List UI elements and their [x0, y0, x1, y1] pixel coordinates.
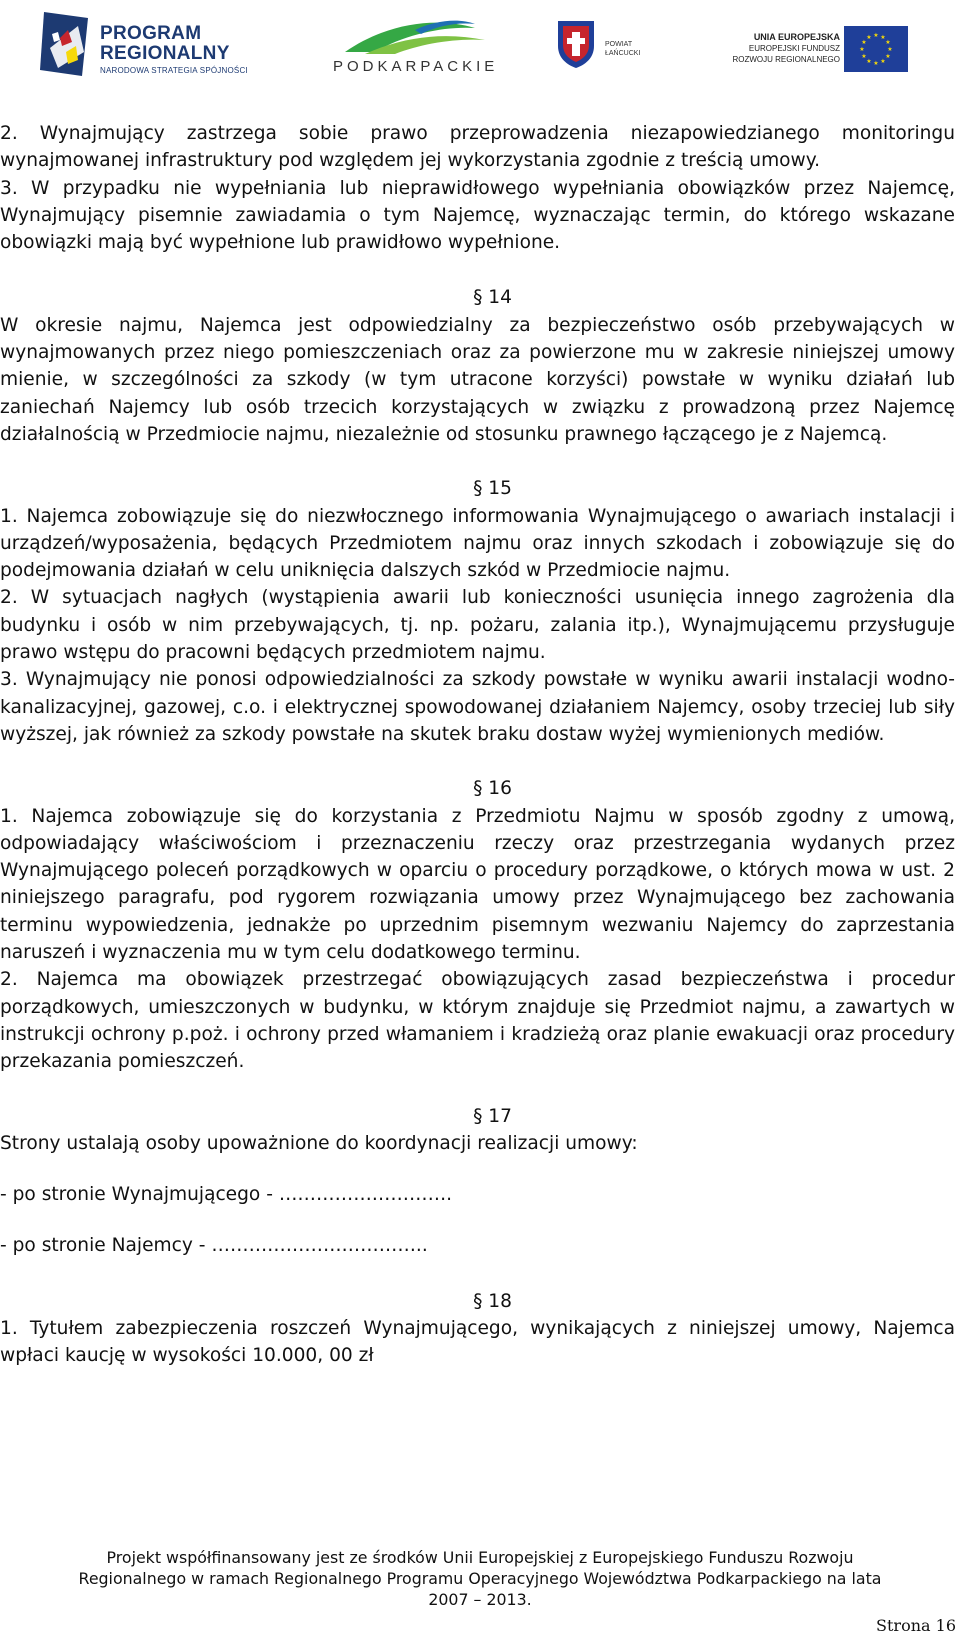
eu-fund-logo: [728, 12, 928, 74]
paragraph-16-1: 1. Najemca zobowiązuje się do korzystania z Przedmiotu Najmu w sposób zgodny z umową, odpowiadający właściwościom i przeznaczeniu rzeczy oraz przestrzegania wydanych przez Wynajmującego poleceń porządkowych w oparciu o procedury porządkowe, o których mowa w ust. 2 niniejszego paragrafu, pod rygorem rozwiązania umowy przez Wynajmującego bez zachowania terminu wypowiedzenia, jednakże po uprzednim pisemnym wezwaniu Najemcy do zaprzestania naruszeń i wyznaczenia mu w tym celu dodatkowego terminu.: [0, 805, 955, 964]
logo-program-line3: NARODOWA STRATEGIA SPÓJNOŚCI: [100, 66, 248, 75]
svg-text:★: ★: [885, 39, 891, 46]
section-18-heading: § 18: [473, 1290, 512, 1312]
logo-powiat-line1: POWIAT: [605, 41, 633, 48]
logo-header: [0, 0, 960, 95]
podkarpackie-logo: [325, 14, 505, 74]
logo-program-line2: REGIONALNY: [100, 43, 230, 64]
svg-text:★: ★: [880, 34, 886, 41]
document-body: [0, 120, 955, 1370]
paragraph-13-3: 3. W przypadku nie wypełniania lub nieprawidłowego wypełniania obowiązków przez Najemcę, Wynajmujący pisemnie zawiadamia o tym Najemcę, wyznaczając termin, do którego wskazane obowiązki mają być wypełnione lub prawidłowo wypełnione.: [0, 177, 955, 254]
logo-ue-line1: UNIA EUROPEJSKA: [753, 32, 840, 42]
logo-program-line1: PROGRAM: [100, 23, 202, 44]
eu-flag-icon: [844, 26, 908, 72]
paragraph-15-1: 1. Najemca zobowiązuje się do niezwłocznego informowania Wynajmującego o awariach instalacji i urządzeń/wyposażenia, będących Przedmiotem najmu oraz innych szkodach i zobowiązuje się do podejmowania działań w celu uniknięcia dalszych szkód w Przedmiocie najmu.: [0, 505, 955, 582]
svg-text:★: ★: [866, 34, 872, 41]
section-14-heading: § 14: [473, 287, 512, 309]
paragraph-17-tenant: - po stronie Najemcy - ……………………………..: [0, 1235, 428, 1257]
paragraph-15-2: 2. W sytuacjach nagłych (wystąpienia awarii lub konieczności usunięcia innego zagrożenia dla budynku i osób w nim przebywających, tj. np. pożaru, zalania itp.), Wynajmującemu przysługuje prawo wstępu do pracowni będących przedmiotem najmu.: [0, 587, 955, 664]
section-16-heading: § 16: [473, 778, 512, 800]
logo-ue-line2: EUROPEJSKI FUNDUSZ: [748, 44, 840, 53]
section-15-heading: § 15: [473, 478, 512, 500]
program-regionalny-logo: [38, 8, 278, 84]
svg-text:★: ★: [861, 39, 867, 46]
paragraph-18-1: 1. Tytułem zabezpieczenia roszczeń Wynajmującego, wynikających z niniejszej umowy, Najemca wpłaci kaucję w wysokości 10.000, 00 zł: [0, 1317, 955, 1367]
logo-ue-line3: ROZWOJU REGIONALNEGO: [732, 55, 840, 64]
page-footer: [0, 1547, 960, 1610]
paragraph-17: Strony ustalają osoby upoważnione do koordynacji realizacji umowy:: [0, 1132, 638, 1154]
footer-line-3: 2007 – 2013.: [428, 1590, 532, 1609]
svg-text:★: ★: [885, 53, 891, 60]
svg-text:★: ★: [859, 46, 865, 53]
footer-line-2: Regionalnego w ramach Regionalnego Programu Operacyjnego Województwa Podkarpackiego na lata: [78, 1569, 882, 1588]
footer-line-1: Projekt współfinansowany jest ze środków Unii Europejskiej z Europejskiego Funduszu Rozwoju: [106, 1548, 854, 1567]
nss-flag-icon: [38, 8, 100, 84]
svg-text:★: ★: [880, 58, 886, 65]
powiat-lancucki-logo: [555, 14, 675, 74]
svg-text:★: ★: [873, 32, 879, 39]
svg-text:★: ★: [873, 60, 879, 67]
logo-powiat-line2: ŁAŃCUCKI: [605, 50, 641, 57]
svg-text:★: ★: [861, 53, 867, 60]
paragraph-17-lessor: - po stronie Wynajmującego - ……………………….: [0, 1184, 453, 1206]
paragraph-16-2: 2. Najemca ma obowiązek przestrzegać obowiązujących zasad bezpieczeństwa i procedur porządkowych, umieszczonych w budynku, w którym znajduje się Przedmiot najmu, a zawartych w instrukcji ochrony p.poż. i ochrony przed włamaniem i kradzieżą oraz planie ewakuacji oraz procedury przekazania pomieszczeń.: [0, 969, 955, 1073]
section-17-heading: § 17: [473, 1105, 512, 1127]
paragraph-13-2: 2. Wynajmujący zastrzega sobie prawo przeprowadzenia niezapowiedzianego monitoringu wynajmowanej infrastruktury pod względem jej wykorzystania zgodnie z treścią umowy.: [0, 123, 955, 172]
podkarpackie-hills-icon: [325, 14, 505, 58]
page-number: Strona 16: [876, 1616, 956, 1635]
svg-text:★: ★: [866, 58, 872, 65]
logo-podkarpackie-text: PODKARPACKIE: [333, 58, 499, 75]
paragraph-14: W okresie najmu, Najemca jest odpowiedzialny za bezpieczeństwo osób przebywających w wynajmowanych przez niego pomieszczeniach oraz za powierzone mu w zakresie niniejszej umowy mienie, w szczególności za szkody (w tym utracone korzyści) powstałe w wyniku działań lub zaniechań Najemcy lub osób trzecich korzystających w związku z prowadzoną przez Najemcę działalnością w Przedmiocie najmu, niezależnie od stosunku prawnego łączącego je z Najemcą.: [0, 314, 955, 445]
coat-of-arms-icon: [555, 18, 597, 70]
svg-text:★: ★: [887, 46, 893, 53]
paragraph-15-3: 3. Wynajmujący nie ponosi odpowiedzialności za szkody powstałe w wyniku awarii instalacji wodno-kanalizacyjnej, gazowej, c.o. i elektrycznej spowodowanej działaniem Najemcy, osoby trzeciej lub siły wyższej, jak również za szkody powstałe na skutek braku dostaw wyżej wymienionych mediów.: [0, 669, 955, 745]
